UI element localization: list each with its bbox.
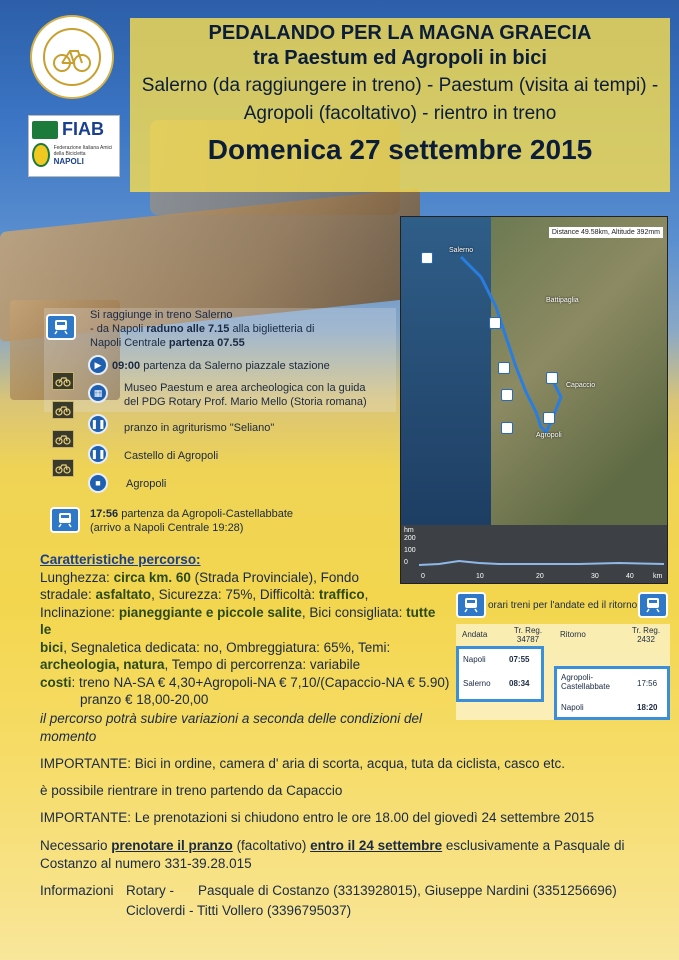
important-equipment-note: IMPORTANTE: Bici in ordine, camera d' aria di scorta, acqua, tuta da ciclista, casco etc. — [40, 756, 566, 771]
characteristics-line-7: pranzo € 18,00-20,00 — [80, 692, 209, 707]
andata-label: Andata — [462, 630, 488, 639]
andata-train-number: Tr. Reg. 34787 — [513, 626, 543, 644]
info-rotary-label: Rotary - — [126, 883, 175, 898]
itinerary-stop-museum-line-2: del PDG Rotary Prof. Mario Mello (Storia romana) — [124, 396, 367, 408]
ritorno-time-2: 18:20 — [637, 703, 658, 712]
elevation-tick-0: 0 — [404, 559, 408, 566]
map-town-agropoli: Agropoli — [536, 432, 562, 439]
itinerary-stop-castle: Castello di Agropoli — [124, 450, 219, 462]
rotary-cycling-logo — [30, 15, 114, 99]
elevation-line — [419, 537, 664, 571]
elevation-xtick-10: 10 — [476, 573, 484, 580]
info-label: Informazioni — [40, 883, 114, 898]
characteristics-line-5: archeologia, natura, Tempo di percorrenza: variabile — [40, 657, 361, 672]
map-marker-bike-icon[interactable] — [498, 362, 510, 374]
info-cicloverdi-contact: Cicloverdi - Titti Vollero (3396795037) — [126, 903, 352, 918]
pause-icon: ❚❚ — [88, 414, 108, 434]
map-town-battipaglia: Battipaglia — [546, 297, 579, 304]
elevation-xtick-0: 0 — [421, 573, 425, 580]
elevation-tick-100: 100 — [404, 547, 416, 554]
elevation-unit-km: km — [653, 573, 663, 580]
characteristics-line-6: costi: treno NA-SA € 4,30+Agropoli-NA € 7,10/(Capaccio-NA € 5.90) — [40, 674, 450, 690]
bicycle-icon — [32, 121, 58, 139]
elevation-tick-200: 200 — [404, 535, 416, 542]
train-schedule-header — [456, 588, 670, 624]
itinerary-intro-line-3: Napoli Centrale partenza 07.55 — [90, 337, 245, 349]
map-town-capaccio: Capaccio — [566, 382, 596, 389]
train-schedule-title: orari treni per l'andate ed il ritorno — [488, 600, 638, 611]
bicycle-icon — [50, 35, 94, 79]
train-icon — [50, 507, 80, 533]
fiab-title: FIAB — [62, 119, 104, 139]
variation-note: il percorso potrà subire variazioni a seconda delle condizioni del momento — [40, 711, 422, 744]
ritorno-time-1: 17:56 — [637, 679, 658, 688]
characteristics-line-4: bici, Segnaletica dedicata: no, Ombreggiatura: 65%, Temi: — [40, 639, 391, 655]
fiab-logo — [28, 115, 120, 177]
capaccio-return-note: è possibile rientrare in treno partendo da Capaccio — [40, 783, 343, 798]
museum-icon: ▦ — [88, 383, 108, 403]
play-icon: ▶ — [88, 355, 108, 375]
elevation-xtick-30: 30 — [591, 573, 599, 580]
bicycle-icon — [52, 401, 74, 419]
train-icon — [46, 314, 76, 340]
train-schedule-table — [456, 624, 670, 720]
map-marker-museum-icon[interactable] — [501, 389, 513, 401]
lunch-booking-note: Necessario prenotare il pranzo (facoltativo) entro il 24 settembre esclusivamente a Pasquale di Costanzo al numero 331-39.28.015 — [40, 838, 625, 871]
ritorno-train-number: Tr. Reg. 2432 — [631, 626, 661, 644]
map-distance-label: Distance 49.58km, Altitude 392mm — [549, 227, 663, 238]
info-rotary-contacts: Pasquale di Costanzo (3313928015), Giuseppe Nardini (3351256696) — [198, 883, 617, 898]
map-marker-train-icon[interactable] — [421, 252, 433, 264]
itinerary-intro-line-1: Si raggiunge in treno Salerno — [90, 309, 233, 321]
itinerary-intro-line-2: - da Napoli raduno alle 7.15 alla biglietteria di — [90, 323, 315, 335]
itinerary-return-line-1: 17:56 partenza da Agropoli-Castellabbate — [90, 508, 294, 520]
elevation-xtick-20: 20 — [536, 573, 544, 580]
characteristics-line-3: Inclinazione: pianeggiante e piccole salite, Bici consigliata: tutte le — [40, 604, 436, 637]
route-characteristics — [40, 551, 450, 709]
itinerary-stop-lunch: pranzo in agriturismo "Seliano" — [124, 422, 275, 434]
page-title-route: tra Paestum ed Agropoli in bici — [253, 47, 547, 69]
important-booking-note: IMPORTANTE: Le prenotazioni si chiudono entro le ore 18.00 del giovedì 24 settembre 2015 — [40, 810, 595, 825]
ritorno-label: Ritorno — [560, 630, 586, 639]
itinerary-return-line-2: (arrivo a Napoli Centrale 19:28) — [90, 522, 244, 534]
andata-box — [456, 646, 544, 702]
page-title: PEDALANDO PER LA MAGNA GRAECIA — [208, 22, 592, 44]
route-map — [400, 216, 668, 584]
andata-station-1: Napoli — [463, 655, 486, 664]
pause-icon: ❚❚ — [88, 444, 108, 464]
map-marker-farm-icon[interactable] — [546, 372, 558, 384]
fiab-subtitle: Federazione Italiana Amici della Bicicletta — [53, 144, 113, 157]
fiab-seal-icon — [32, 143, 50, 167]
event-date: Domenica 27 settembre 2015 — [207, 134, 593, 165]
map-marker-train-icon[interactable] — [501, 422, 513, 434]
andata-time-2: 08:34 — [509, 679, 530, 688]
map-town-salerno: Salerno — [449, 247, 474, 254]
characteristics-line-2: stradale: asfaltato, Sicurezza: 75%, Difficoltà: traffico, — [40, 587, 369, 602]
train-icon — [638, 592, 668, 618]
characteristics-line-1: Lunghezza: circa km. 60 (Strada Provinciale), Fondo — [40, 569, 359, 585]
bicycle-icon — [52, 372, 74, 390]
route-line — [401, 217, 668, 527]
elevation-unit-hm: hm — [404, 527, 414, 534]
header-banner — [130, 18, 670, 192]
subtitle-line-1: Salerno (da raggiungere in treno) - Paestum (visita ai tempi) - — [141, 75, 659, 96]
map-marker-castle-icon[interactable] — [543, 412, 555, 424]
fiab-city: NAPOLI — [53, 156, 84, 166]
bicycle-icon — [52, 430, 74, 448]
ritorno-box — [554, 666, 670, 720]
subtitle-line-2: Agropoli (facoltativo) - rientro in treno — [243, 103, 557, 124]
andata-time-1: 07:55 — [509, 655, 530, 664]
train-icon — [456, 592, 486, 618]
itinerary-stop-salerno: 09:00 partenza da Salerno piazzale stazione — [112, 360, 330, 372]
itinerary-stop-agropoli: Agropoli — [126, 478, 167, 490]
bicycle-icon — [52, 459, 74, 477]
map-marker-bike-icon[interactable] — [489, 317, 501, 329]
characteristics-heading: Caratteristiche percorso: — [40, 552, 201, 567]
elevation-xtick-40: 40 — [626, 573, 634, 580]
andata-station-2: Salerno — [463, 679, 491, 688]
ritorno-station-1: Agropoli-Castellabbate — [561, 673, 610, 691]
stop-icon: ■ — [88, 473, 108, 493]
itinerary-stop-museum-line-1: Museo Paestum e area archeologica con la guida — [124, 382, 366, 394]
ritorno-station-2: Napoli — [561, 703, 584, 712]
